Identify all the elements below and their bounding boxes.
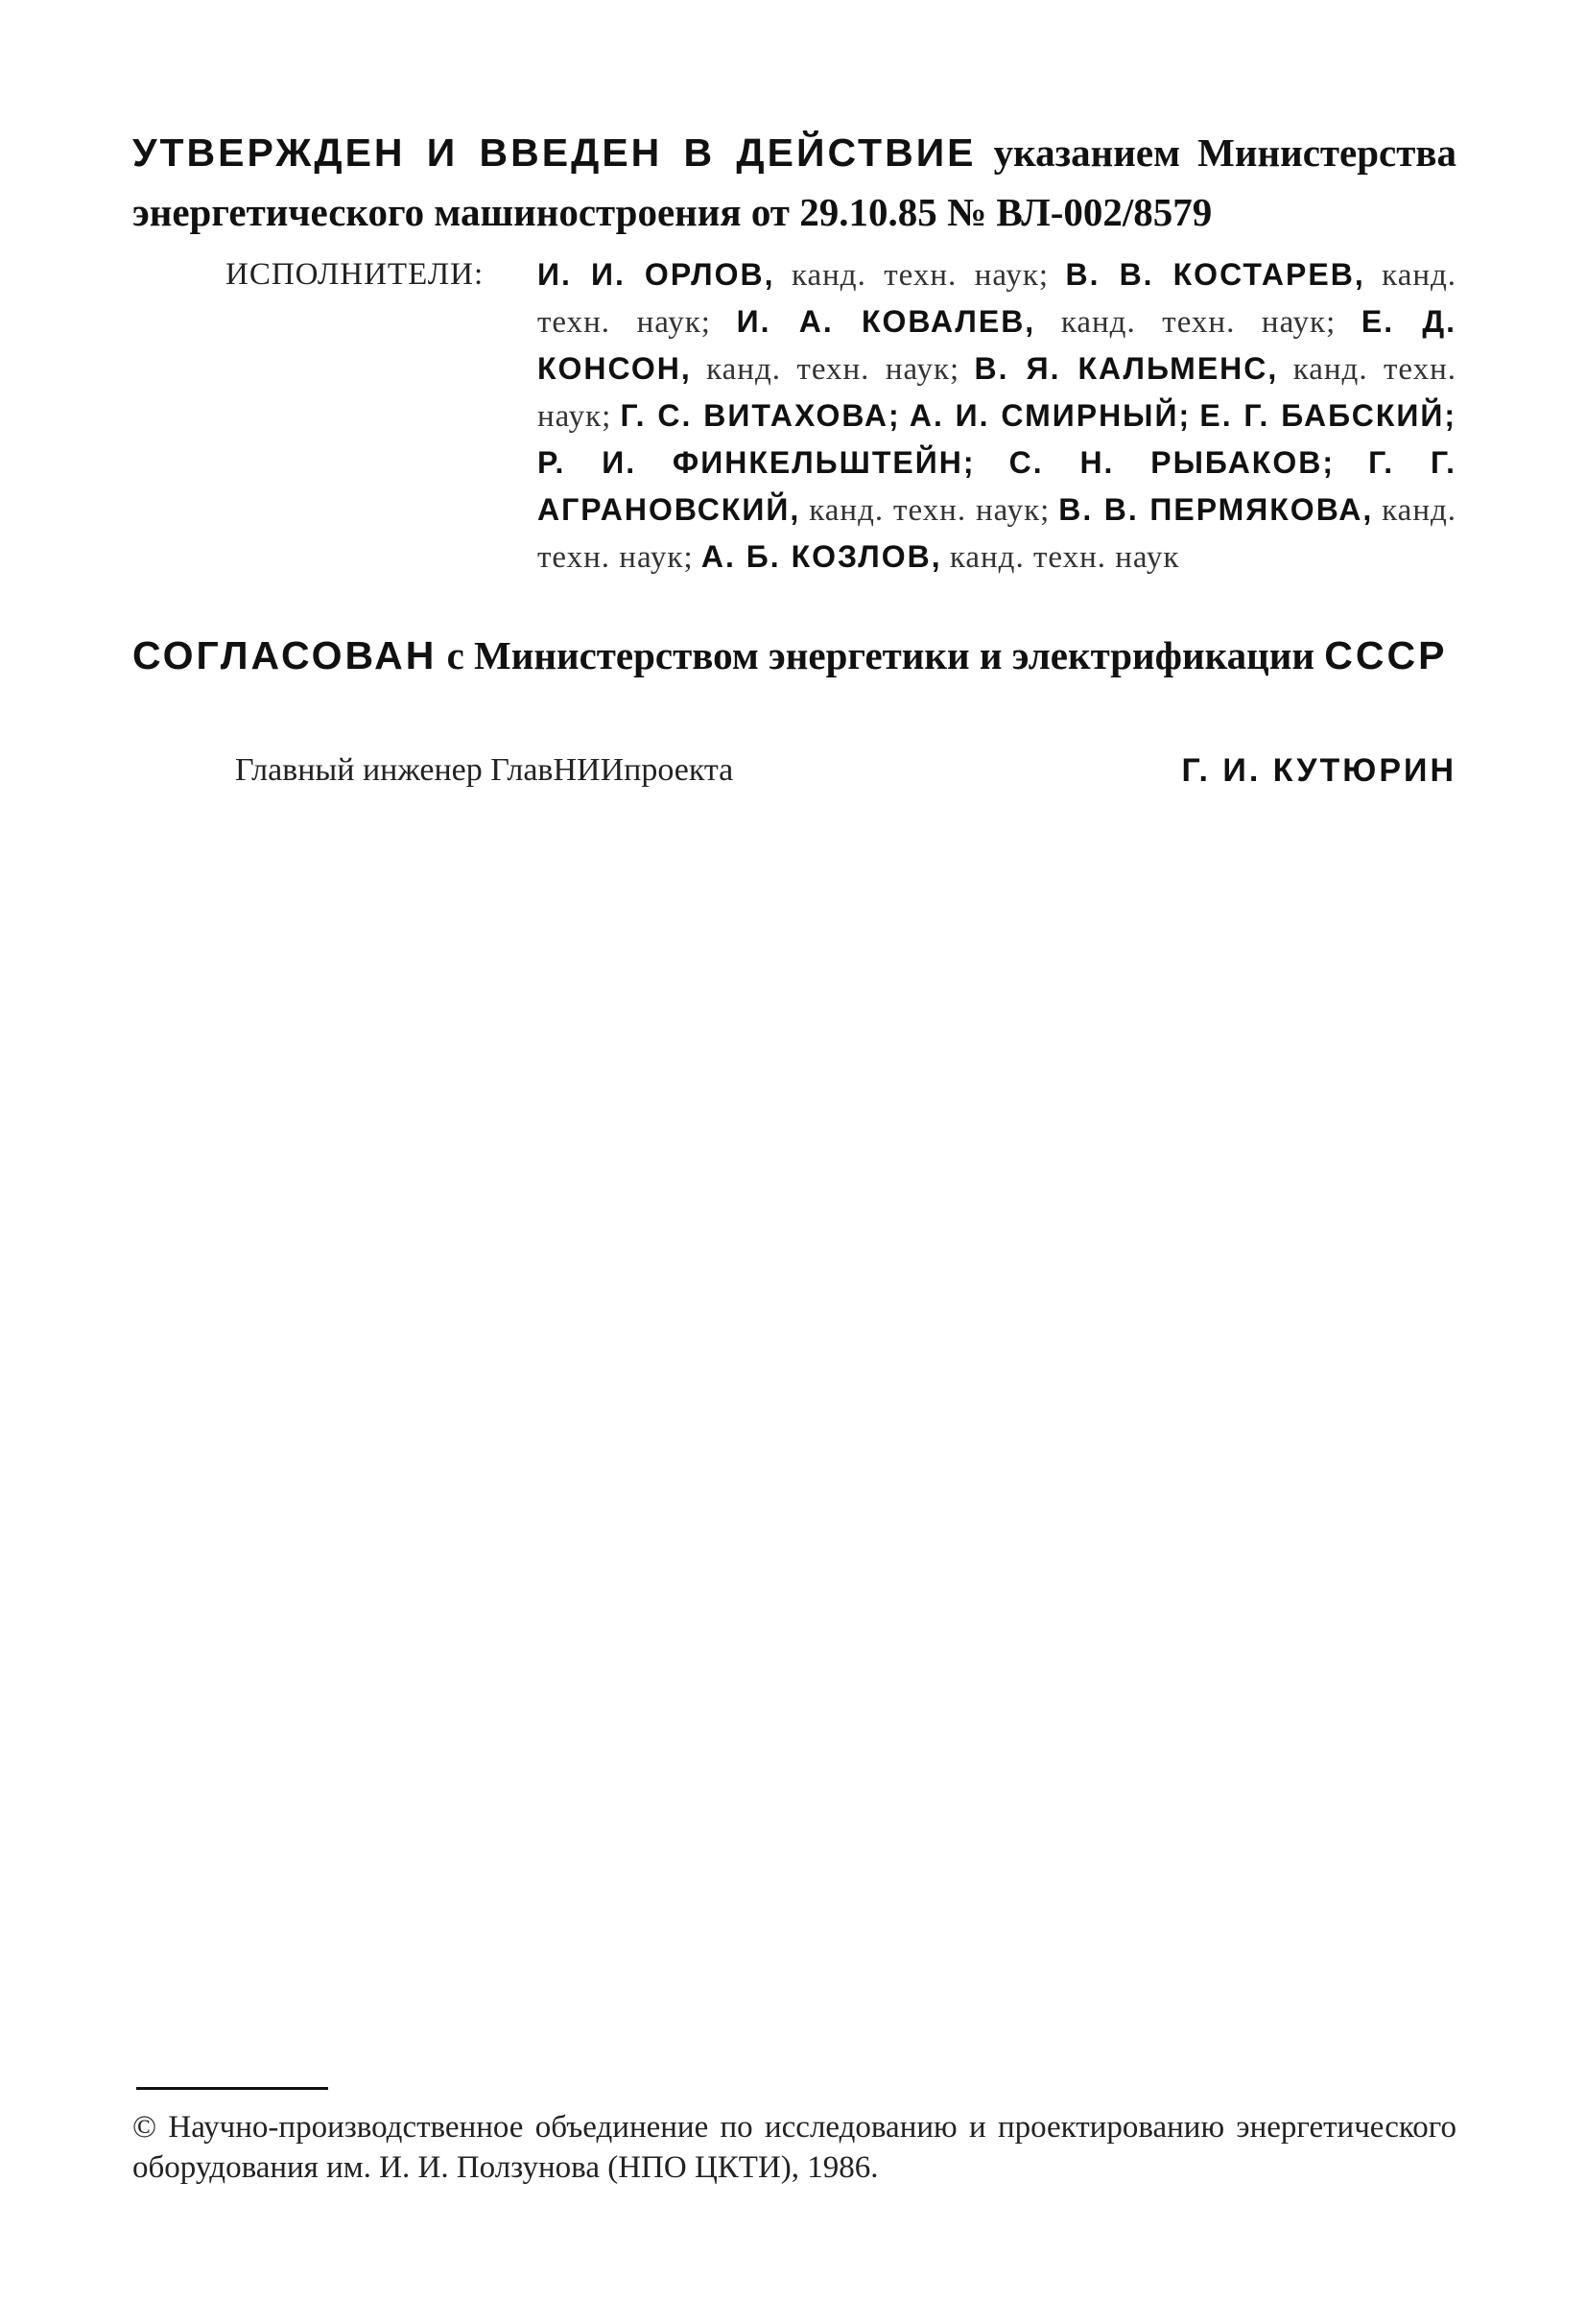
agreement-heading: СОГЛАСОВАН: [132, 633, 438, 677]
executor-degree: канд. техн. наук;: [537, 258, 1457, 340]
signature-post: Главный инженер ГлавНИИпроекта: [235, 752, 734, 788]
approval-heading: УТВЕРЖДЕН И ВВЕДЕН В ДЕЙСТВИЕ: [132, 130, 977, 175]
executor-name: Г. Г. АГРАНОВСКИЙ,: [537, 445, 1456, 527]
executor-name: Е. Г. БАБСКИЙ;: [1199, 398, 1457, 433]
approval-statement: [132, 123, 1456, 242]
executor-degree: канд. техн. наук;: [791, 258, 1050, 293]
agreement-statement: [132, 626, 1456, 685]
executor-name: Е. Д. КОНСОН,: [537, 304, 1457, 386]
executors-list: [537, 251, 1456, 581]
executor-name: Р. И. ФИНКЕЛЬШТЕЙН;: [537, 445, 976, 480]
copyright-footnote: © Научно-производственное объединение по исследованию и проектированию энергетического оборудования им. И. И. Ползунова (НПО ЦКТИ), 1986.: [132, 2110, 1456, 2185]
signature-row: [235, 752, 1456, 800]
executor-degree: канд. техн. наук;: [1060, 305, 1337, 340]
executor-degree: канд. техн. наук;: [537, 352, 1456, 434]
executor-degree: канд. техн. наук: [949, 540, 1180, 575]
signature-name: Г. И. КУТЮРИН: [1181, 752, 1456, 789]
agreement-tail: СССР: [1324, 633, 1448, 677]
executor-name: В. В. КОСТАРЕВ,: [1065, 257, 1365, 292]
agreement-text: с Министерством энергетики и электрификации: [446, 633, 1315, 677]
executors-label: ИСПОЛНИТЕЛИ:: [225, 257, 485, 292]
executor-degree: канд. техн. наук;: [706, 352, 960, 387]
executors-section: [225, 251, 1456, 581]
executor-name: Г. С. ВИТАХОВА;: [620, 398, 901, 433]
executor-degree: канд. техн. наук;: [537, 493, 1457, 575]
approval-number-sign: №: [946, 190, 987, 234]
footnote-divider: [136, 2087, 328, 2090]
approval-text: указанием Министерства энергетического машиностроения от 29.10.85: [132, 130, 1457, 234]
executor-name: А. И. СМИРНЫЙ;: [909, 398, 1192, 433]
executor-name: В. В. ПЕРМЯКОВА,: [1058, 492, 1374, 527]
executor-name: И. И. ОРЛОВ,: [537, 257, 775, 292]
executor-name: И. А. КОВАЛЕВ,: [736, 304, 1036, 339]
executor-degree: канд. техн. наук;: [809, 493, 1051, 528]
approval-number: ВЛ-002/8579: [996, 190, 1213, 234]
executor-name: А. Б. КОЗЛОВ,: [700, 539, 942, 574]
executor-name: В. Я. КАЛЬМЕНС,: [974, 351, 1279, 386]
executor-name: С. Н. РЫБАКОВ;: [1008, 445, 1335, 480]
